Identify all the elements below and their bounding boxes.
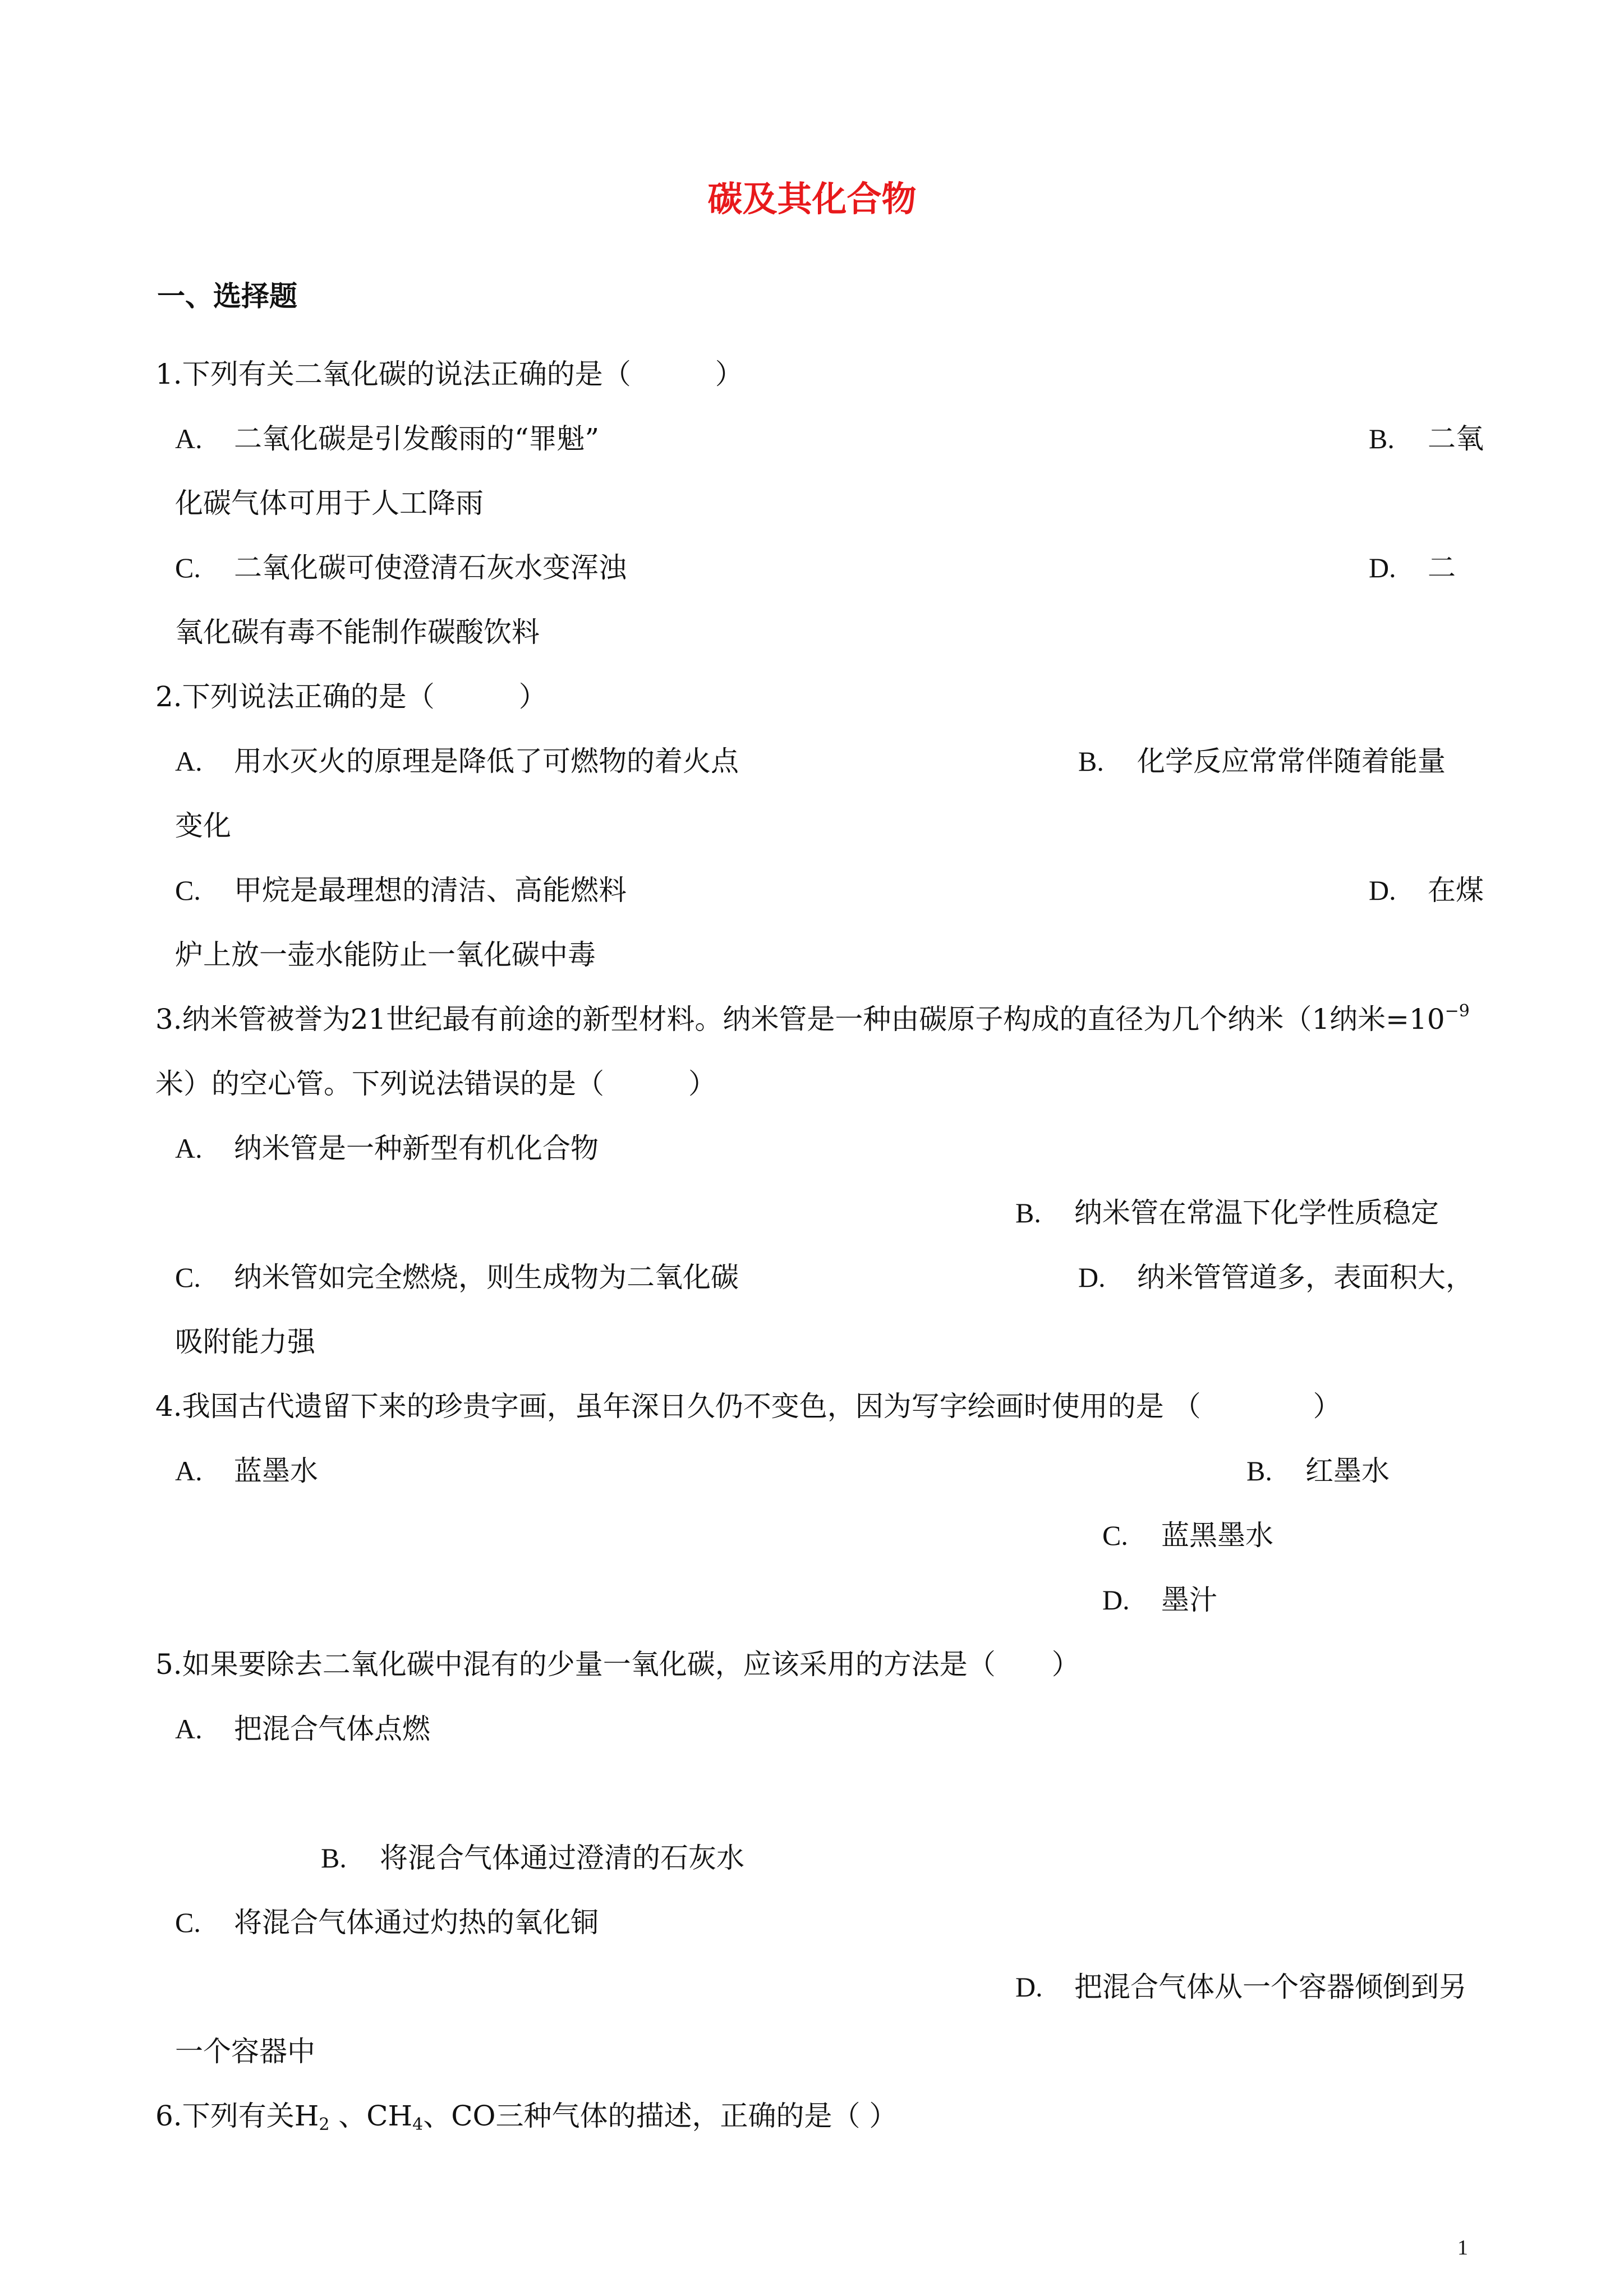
question-3-option-b	[1015, 1190, 1439, 1231]
question-2-option-b	[1078, 739, 1446, 779]
question-3-option-c	[175, 1255, 739, 1295]
question-3-option-a	[175, 1126, 599, 1166]
question-3-option-d-continued: 吸附能力强	[175, 1326, 315, 1358]
option-label: A.	[175, 746, 203, 777]
option-label: D.	[1102, 1584, 1130, 1616]
option-text: 纳米管是一种新型有机化合物	[234, 1132, 599, 1165]
option-label: C.	[1102, 1520, 1128, 1551]
subscript: 2	[319, 2115, 330, 2134]
question-1-option-d	[1369, 545, 1456, 586]
question-4-option-d	[1102, 1577, 1217, 1618]
question-4-option-b	[1246, 1448, 1390, 1489]
question-1-stem: 1.下列有关二氧化碳的说法正确的是（ ）	[155, 358, 743, 390]
option-label: C.	[175, 875, 201, 906]
question-2-option-b-continued: 变化	[175, 809, 231, 842]
option-label: B.	[1246, 1455, 1272, 1487]
option-text: 二氧化碳可使澄清石灰水变浑浊	[234, 551, 627, 584]
question-6-text-part: 6.下列有关H	[155, 2100, 319, 2132]
option-text: 红墨水	[1305, 1455, 1390, 1487]
option-label: D.	[1015, 1971, 1043, 2003]
option-label: B.	[1015, 1197, 1041, 1228]
option-label: A.	[175, 423, 203, 454]
option-text: 纳米管管道多，表面积大，	[1137, 1261, 1474, 1294]
section-heading: 一、选择题	[157, 280, 297, 312]
question-5-option-d-continued: 一个容器中	[175, 2035, 315, 2068]
question-4-stem: 4.我国古代遗留下来的珍贵字画，虽年深日久仍不变色，因为写字绘画时使用的是 （ ）	[155, 1390, 1341, 1423]
option-text: 纳米管在常温下化学性质稳定	[1074, 1197, 1439, 1229]
option-text: 蓝黑墨水	[1161, 1519, 1273, 1552]
question-3-stem-continued: 米）的空心管。下列说法错误的是（ ）	[155, 1068, 716, 1100]
option-text: 用水灭火的原理是降低了可燃物的着火点	[234, 745, 739, 777]
question-6-text-part: 、CO三种气体的描述，正确的是（ ）	[423, 2100, 898, 2132]
question-5-option-d	[1015, 1964, 1467, 2005]
question-1-option-b	[1369, 416, 1484, 457]
option-text: 甲烷是最理想的清洁、高能燃料	[234, 874, 627, 907]
option-text: 将混合气体通过灼热的氧化铜	[234, 1906, 599, 1939]
option-label: C.	[175, 1262, 201, 1293]
subscript: 4	[412, 2115, 424, 2134]
option-text: 将混合气体通过澄清的石灰水	[380, 1842, 744, 1874]
option-label: A.	[175, 1713, 203, 1745]
question-1-option-b-continued: 化碳气体可用于人工降雨	[175, 487, 484, 519]
question-6-text-part: 、CH	[329, 2100, 413, 2132]
option-text: 把混合气体点燃	[234, 1713, 430, 1745]
option-text: 纳米管如完全燃烧，则生成物为二氧化碳	[234, 1261, 739, 1294]
option-label: A.	[175, 1133, 203, 1164]
option-label: D.	[1369, 552, 1396, 583]
option-label: C.	[175, 552, 201, 583]
question-4-option-c	[1102, 1513, 1273, 1553]
exponent: −9	[1444, 1001, 1470, 1021]
option-text: 蓝墨水	[234, 1455, 318, 1487]
option-text: 墨汁	[1161, 1584, 1217, 1616]
question-3-option-d	[1078, 1255, 1474, 1295]
question-5-option-a	[175, 1706, 430, 1747]
option-text: 把混合气体从一个容器倾倒到另	[1074, 1971, 1467, 2003]
question-3-stem-text: 3.纳米管被誉为21世纪最有前途的新型材料。纳米管是一种由碳原子构成的直径为几个纳米（1纳米=10	[155, 1003, 1445, 1036]
question-2-option-a	[175, 739, 739, 779]
question-2-stem: 2.下列说法正确的是（ ）	[155, 680, 547, 713]
question-6-stem	[155, 2093, 897, 2134]
question-2-option-d-continued: 炉上放一壶水能防止一氧化碳中毒	[175, 938, 596, 971]
option-label: B.	[1078, 746, 1104, 777]
option-label: D.	[1078, 1262, 1106, 1293]
option-text: 化学反应常常伴随着能量	[1137, 745, 1446, 777]
option-label: B.	[1369, 423, 1395, 454]
option-text: 二氧	[1428, 422, 1484, 455]
question-2-option-c	[175, 868, 627, 908]
question-2-option-d	[1369, 868, 1484, 908]
question-5-option-b	[321, 1835, 744, 1876]
option-text: 在煤	[1428, 874, 1484, 907]
question-4-option-a	[175, 1448, 318, 1489]
option-label: C.	[175, 1907, 201, 1938]
page-number: 1	[1457, 2236, 1468, 2260]
option-text: 二氧化碳是引发酸雨的“罪魁”	[234, 422, 600, 455]
option-label: B.	[321, 1842, 347, 1874]
question-1-option-a	[175, 416, 599, 457]
question-5-option-c	[175, 1900, 599, 1940]
question-3-stem	[155, 997, 1470, 1037]
question-1-option-d-continued: 氧化碳有毒不能制作碳酸饮料	[175, 616, 540, 648]
option-label: A.	[175, 1455, 203, 1487]
option-label: D.	[1369, 875, 1396, 906]
question-1-option-c	[175, 545, 627, 586]
question-5-stem: 5.如果要除去二氧化碳中混有的少量一氧化碳，应该采用的方法是（ ）	[155, 1648, 1080, 1681]
document-title: 碳及其化合物	[707, 178, 917, 219]
option-text: 二	[1428, 551, 1456, 584]
